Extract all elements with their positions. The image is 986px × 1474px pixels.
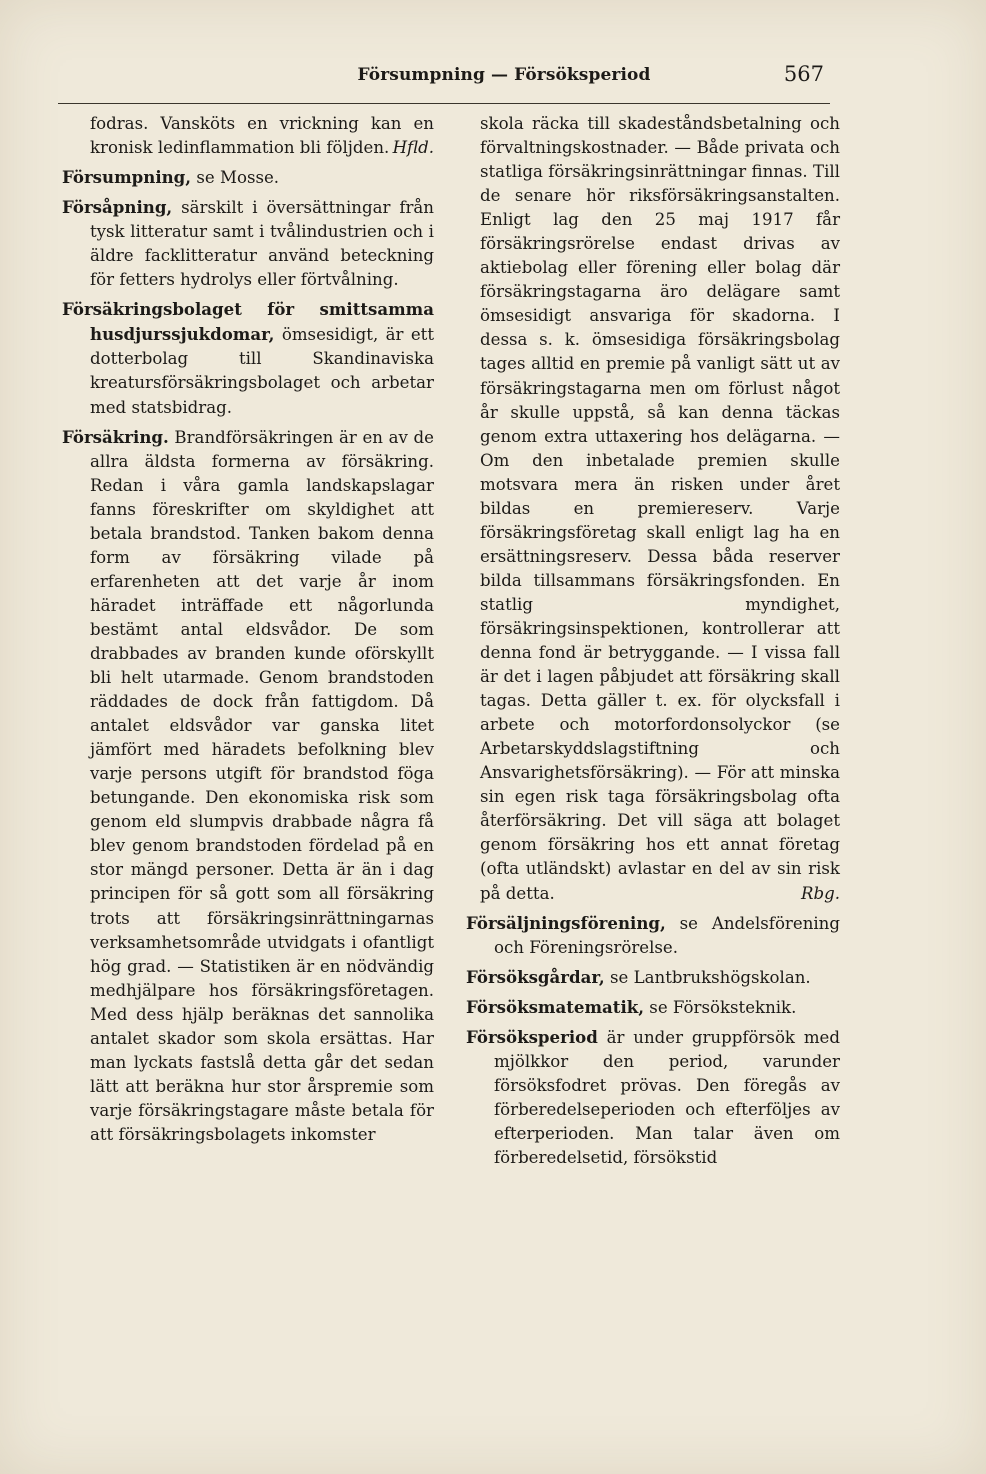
dictionary-entry bbox=[62, 195, 434, 292]
continuation-text: skola räcka till skadeståndsbetalning och förvaltningskostnader. — Både privata och statliga försäkringsinrättningar finnas. Till de senare hör riksförsäkringsanstalten. Enligt lag den 25 maj 1917 får försäkringsrörelse endast drivas av aktiebolag eller förening eller bolag där försäkringstagarna äro delägare samt ömsesidigt ansvariga för skadorna. I dessa s. k. ömsesidiga försäkringsbolag tages alltid en premie på vanligt sätt ut av försäkringstagarna men om förlust något år skulle uppstå, så kan denna täckas genom extra uttaxering hos delägarna. — Om den inbetalade premien skulle motsvara mera än risken under året bildas en premiereserv. Varje försäkringsföretag skall enligt lag ha en ersättningsreserv. Dessa båda reserver bilda tillsammans försäkringsfonden. En statlig myndighet, försäkringsinspektionen, kontrollerar att denna fond är betryggande. — I vissa fall är det i lagen påbjudet att försäkring skall tagas. Detta gäller t. ex. för olycksfall i arbete och motorfordonsolyckor (se Arbetarskyddslagstiftning och Ansvarighetsförsäkring). — För att minska sin egen risk taga försäkringsbolag ofta återförsäkring. Det vill säga att bolaget genom försäkring hos ett annat företag (ofta utländskt) avlastar en del av sin risk på detta. bbox=[480, 114, 840, 903]
dictionary-entry bbox=[62, 297, 434, 419]
continuation-paragraph bbox=[62, 112, 434, 160]
continuation-paragraph bbox=[466, 112, 840, 906]
entry-headword: Försöksgårdar, bbox=[466, 966, 605, 987]
author-signature: Hfld. bbox=[392, 138, 434, 158]
dictionary-entry bbox=[466, 911, 840, 960]
page-number: 567 bbox=[783, 62, 824, 86]
dictionary-entry bbox=[466, 965, 840, 990]
entry-text: se Andelsförening och Föreningsrörelse. bbox=[494, 913, 840, 957]
entry-text: se Mosse. bbox=[191, 168, 280, 188]
entry-text: ömsesidigt, är ett dotterbolag till Skandinaviska kreatursförsäkringsbolaget och arbetar med statsbidrag. bbox=[90, 325, 434, 417]
entry-text: se Försöksteknik. bbox=[644, 997, 797, 1017]
entry-headword: Försåpning, bbox=[62, 197, 173, 218]
right-column bbox=[466, 112, 840, 1175]
entry-text: särskilt i översättningar från tysk litteratur samt i tvålindustrien och i äldre facklitteratur använd beteckning för fetters hydrolys eller förtvålning. bbox=[90, 198, 434, 290]
dictionary-entry bbox=[466, 1025, 840, 1170]
entry-headword: Försäkring. bbox=[62, 426, 169, 447]
dictionary-entry bbox=[62, 425, 434, 1147]
entry-text: se Lantbrukshögskolan. bbox=[604, 967, 811, 987]
entry-text: är under gruppförsök med mjölkkor den period, varunder försöksfodret prövas. Den föregås av förberedelseperioden och efterföljes av efterperioden. Man talar även om förberedelsetid, försökstid bbox=[494, 1027, 840, 1167]
entry-headword: Försöksmatematik, bbox=[466, 996, 645, 1017]
continuation-text: fodras. Vansköts en vrickning kan en kronisk ledinflammation bli följden. bbox=[90, 114, 434, 158]
entry-headword: Försöksperiod bbox=[466, 1026, 598, 1047]
header-title: Försumpning — Försöksperiod bbox=[357, 65, 651, 85]
entry-headword: Försäljningsförening, bbox=[466, 912, 666, 933]
dictionary-entry bbox=[466, 995, 840, 1020]
entry-headword: Försäkringsbolaget för smittsamma husdjurssjukdomar, bbox=[62, 299, 434, 345]
header-rule bbox=[58, 103, 830, 104]
author-signature: Rbg. bbox=[800, 883, 840, 903]
left-column bbox=[62, 112, 434, 1152]
dictionary-entry bbox=[62, 165, 434, 190]
entry-headword: Försumpning, bbox=[62, 167, 192, 188]
entry-text: Brandförsäkringen är en av de allra äldsta formerna av försäkring. Redan i våra gamla landskapslagar fanns föreskrifter om skyldighet att betala brandstod. Tanken bakom denna form av försäkring vilade på erfarenheten att det varje år inom häradet inträffade ett någorlunda bestämt antal eldsvådor. De som drabbades av branden kunde oförskyllt bli helt utarmade. Genom brandstoden räddades de dock från fattigdom. Då antalet eldsvådor var ganska litet jämfört med häradets befolkning blev varje persons utgift för brandstod föga betungande. Den ekonomiska risk som genom eld slumpvis drabbade några få blev genom brandstoden fördelad på en stor mängd personer. Detta är än i dag principen för så gott som all försäkring trots att försäkringsinrättningarnas verksamhetsområde utvidgats i ofantligt hög grad. — Statistiken är en nödvändig medhjälpare hos försäkringsföretagen. Med dess hjälp beräknas det sannolika antalet skador som skola ersättas. Har man lyckats fastslå detta går det sedan lätt att beräkna hur stor årspremie som varje försäkringstagare måste betala för att försäkringsbolagets inkomster bbox=[90, 427, 434, 1144]
running-header bbox=[58, 60, 830, 96]
